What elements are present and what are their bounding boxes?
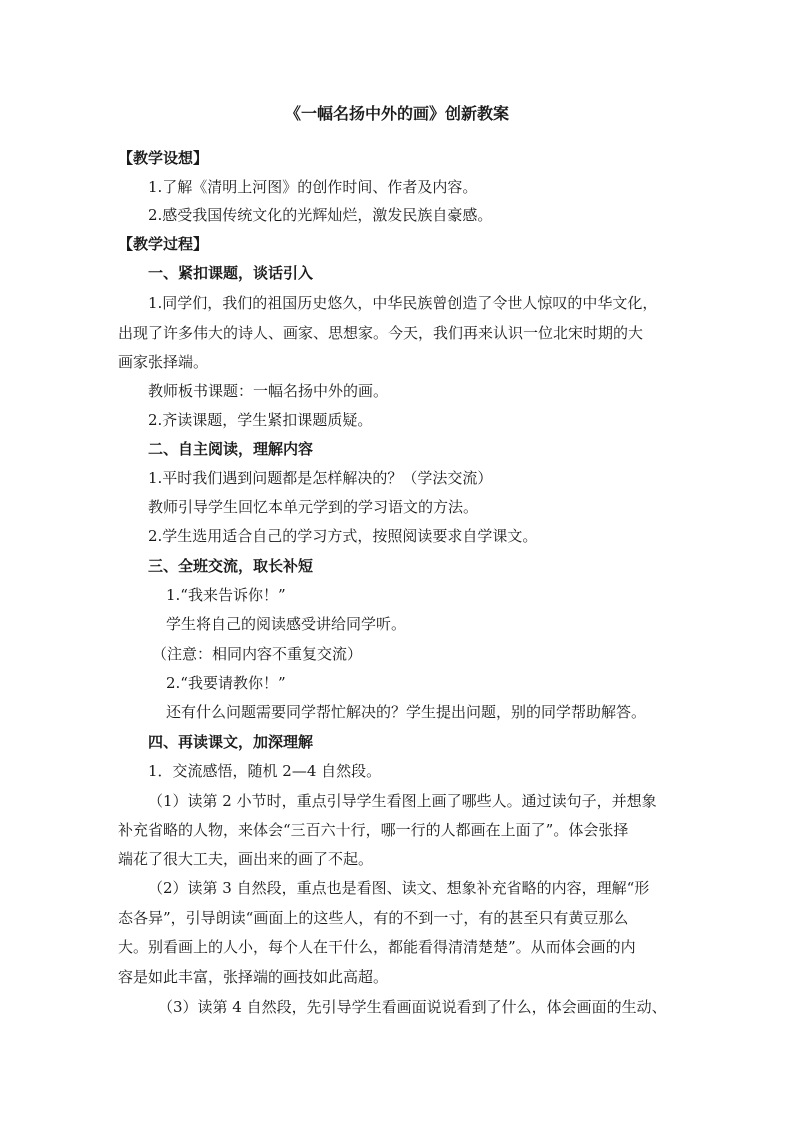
paragraph-line: 教师引导学生回忆本单元学到的学习语文的方法。 — [148, 498, 479, 516]
paragraph-line: 1.同学们，我们的祖国历史悠久，中华民族曾创造了令世人惊叹的中华文化， — [148, 294, 658, 312]
paragraph-line: 态各异”，引导朗读“画面上的这些人，有的不到一寸，有的甚至只有黄豆那么 — [118, 909, 629, 927]
paragraph-line: 端花了很大工夫，画出来的画了不起。 — [118, 850, 374, 868]
paragraph-line: （3）读第 4 自然段，先引导学生看画面说说看到了什么，体会画面的生动、 — [158, 998, 667, 1016]
paragraph-line: （注意：相同内容不重复交流） — [152, 645, 363, 663]
paragraph-line: 1.“我来告诉你！” — [166, 586, 286, 604]
section-heading-process: 【教学过程】 — [118, 235, 209, 253]
paragraph-line: 2.“我要请教你！” — [166, 674, 286, 692]
paragraph-line: 补充省略的人物，来体会“三百六十行，哪一行的人都画在上面了”。体会张择 — [118, 821, 629, 839]
section-heading-design: 【教学设想】 — [118, 149, 209, 167]
paragraph-line: 2.学生选用适合自己的学习方式，按照阅读要求自学课文。 — [148, 527, 538, 545]
part-heading: 四、再读课文，加深理解 — [148, 733, 314, 751]
paragraph-line: 1.平时我们遇到问题都是怎样解决的？（学法交流） — [148, 469, 493, 487]
part-heading: 三、全班交流，取长补短 — [148, 557, 314, 575]
paragraph-line: 容是如此丰富，张择端的画技如此高超。 — [118, 968, 389, 986]
paragraph-line: 2.齐读课题，学生紧扣课题质疑。 — [148, 411, 373, 429]
paragraph-line: 教师板书课题：一幅名扬中外的画。 — [148, 382, 389, 400]
document-title: 《一幅名扬中外的画》创新教案 — [284, 104, 509, 123]
design-item: 2.感受我国传统文化的光辉灿烂，激发民族自豪感。 — [148, 206, 493, 224]
paragraph-line: 1．交流感悟，随机 2—4 自然段。 — [148, 762, 382, 780]
paragraph-line: 画家张择端。 — [118, 353, 209, 371]
paragraph-line: 大。别看画上的人小，每个人在干什么，都能看得清清楚楚”。从而体会画的内 — [118, 938, 636, 956]
paragraph-line: （2）读第 3 自然段，重点也是看图、读文、想象补充省略的内容，理解“形 — [148, 879, 650, 897]
paragraph-line: （1）读第 2 小节时，重点引导学生看图上画了哪些人。通过读句子，并想象 — [148, 792, 657, 810]
paragraph-line: 出现了许多伟大的诗人、画家、思想家。今天，我们再来认识一位北宋时期的大 — [118, 324, 644, 342]
part-heading: 二、自主阅读，理解内容 — [148, 440, 314, 458]
part-heading: 一、紧扣课题，谈话引入 — [148, 264, 314, 282]
design-item: 1.了解《清明上河图》的创作时间、作者及内容。 — [148, 178, 478, 196]
paragraph-line: 学生将自己的阅读感受讲给同学听。 — [166, 615, 407, 633]
paragraph-line: 还有什么问题需要同学帮忙解决的？学生提出问题，别的同学帮助解答。 — [166, 703, 647, 721]
